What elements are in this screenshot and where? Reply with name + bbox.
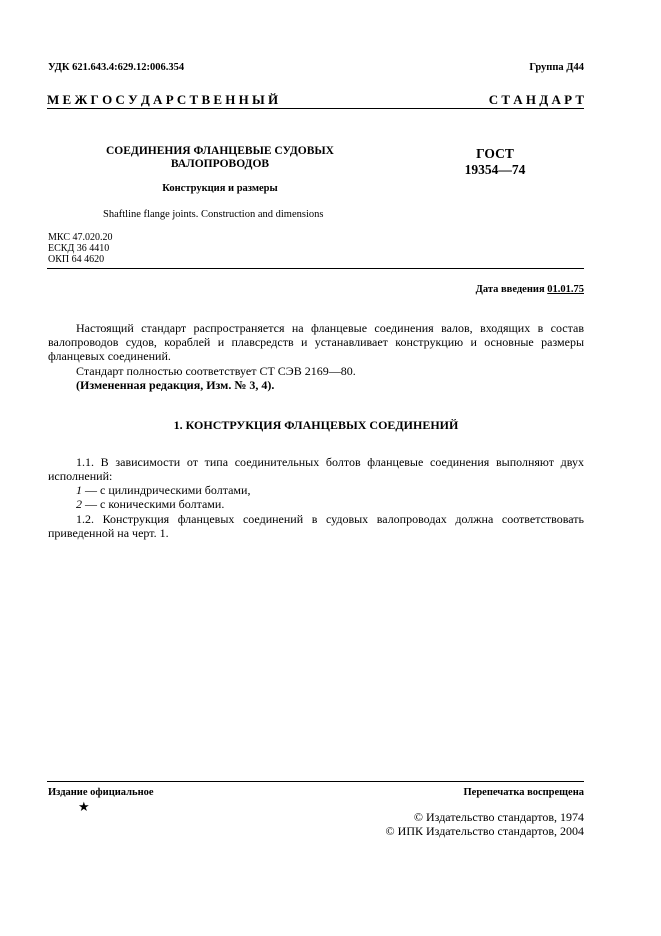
standard-type-word-2: С Т А Н Д А Р Т (488, 92, 584, 107)
group-code: Группа Д44 (529, 62, 584, 73)
okp-code: ОКП 64 4620 (48, 254, 105, 265)
execution-item-2-number: 2 (76, 497, 82, 511)
copyright-2004: © ИПК Издательство стандартов, 2004 (385, 824, 584, 838)
document-title (95, 145, 345, 171)
standard-type-banner (47, 92, 584, 108)
intro-date-label: Дата введения (475, 284, 545, 295)
intro-date (476, 284, 584, 295)
execution-item-2 (48, 497, 584, 511)
copyright-1974: © Издательство стандартов, 1974 (413, 810, 584, 824)
amendment-note: (Измененная редакция, Изм. № 3, 4). (76, 378, 275, 392)
footer-divider (47, 781, 584, 782)
clause-1-2: 1.2. Конструкция фланцевых соединений в судовых валопроводах должна соответствовать приведенной на черт. 1. (48, 512, 584, 541)
execution-item-1 (48, 483, 584, 497)
eskd-code: ЕСКД 36 4410 (48, 243, 110, 254)
mks-code: МКС 47.020.20 (48, 232, 113, 243)
reprint-prohibited: Перепечатка воспрещена (463, 787, 584, 798)
title-line-1: СОЕДИНЕНИЯ ФЛАНЦЕВЫЕ СУДОВЫХ (106, 145, 334, 157)
udk-code: УДК 621.643.4:629.12:006.354 (48, 62, 185, 73)
classification-codes (48, 232, 112, 265)
gost-number: 19354—74 (464, 162, 526, 177)
execution-item-1-number: 1 (76, 483, 82, 497)
section-heading: 1. КОНСТРУКЦИЯ ФЛАНЦЕВЫХ СОЕДИНЕНИЙ (173, 418, 459, 432)
official-edition: Издание официальное (48, 787, 154, 798)
header-divider (47, 268, 584, 269)
standard-type-word-1: М Е Ж Г О С У Д А Р С Т В Е Н Н Ы Й (47, 92, 279, 107)
execution-item-1-text: — с цилиндрическими болтами, (82, 483, 251, 497)
document-subtitle: Конструкция и размеры (162, 183, 278, 194)
english-title: Shaftline flange joints. Construction and dimensions (103, 209, 324, 220)
gost-designation (455, 146, 535, 178)
intro-date-value: 01.01.75 (547, 284, 584, 295)
gost-label: ГОСТ (476, 146, 514, 161)
execution-item-2-text: — с коническими болтами. (82, 497, 225, 511)
clause-1-1: 1.1. В зависимости от типа соединительных болтов фланцевые соединения выполняют двух исполнений: (48, 455, 584, 484)
compliance-paragraph: Стандарт полностью соответствует СТ СЭВ 2169—80. (76, 364, 356, 378)
top-divider (47, 108, 584, 109)
star-icon: ★ (78, 799, 90, 814)
title-line-2: ВАЛОПРОВОДОВ (170, 158, 270, 170)
scope-paragraph: Настоящий стандарт распространяется на фланцевые соединения валов, входящих в состав валопроводов судов, кораблей и плавсредств и устанавливает конструкцию и основные размеры фланцевых соединений. (48, 321, 584, 364)
